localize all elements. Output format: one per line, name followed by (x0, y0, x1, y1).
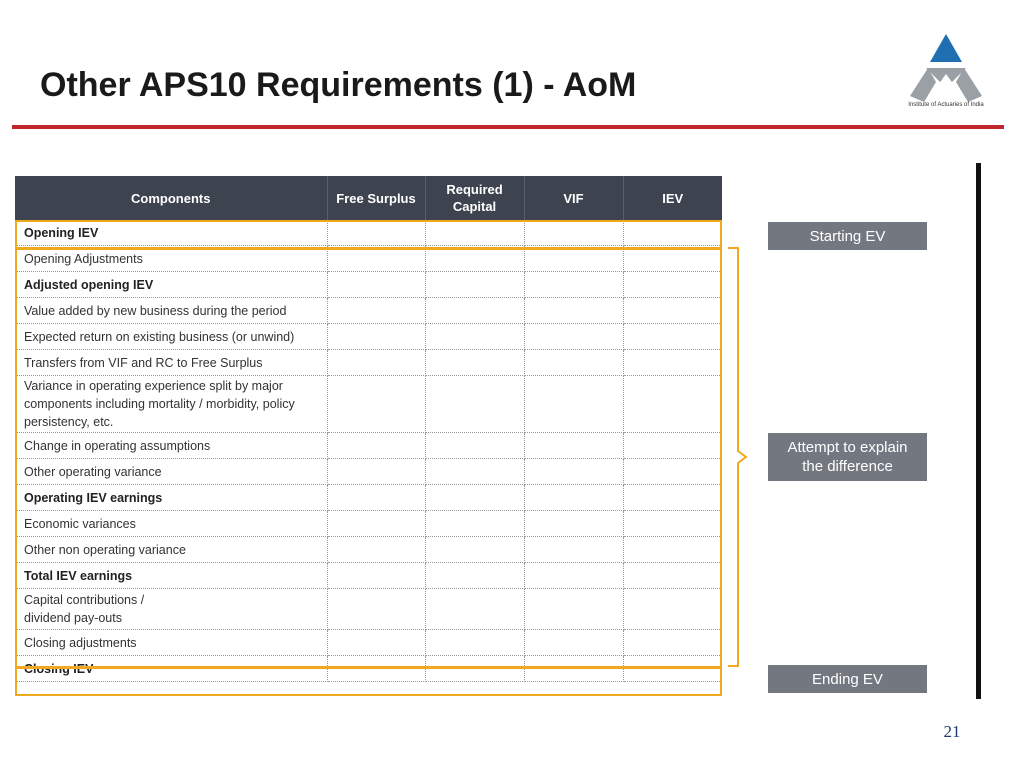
row-label: Opening IEV (15, 220, 327, 246)
row-label: Adjusted opening IEV (15, 272, 327, 298)
row-label: Variance in operating experience split by major components including mortality / morbidity, policy persistency, etc. (15, 376, 327, 433)
table-row (15, 220, 722, 246)
aom-table-container (15, 176, 722, 682)
vertical-divider (976, 163, 981, 699)
table-row (15, 589, 722, 630)
row-label: Economic variances (15, 511, 327, 537)
page-number: 21 (943, 722, 961, 741)
table-row (15, 246, 722, 272)
table-row (15, 485, 722, 511)
bracket-icon (726, 246, 748, 668)
header-required-capital: Required Capital (425, 176, 524, 220)
row-label: Total IEV earnings (15, 563, 327, 589)
table-row (15, 324, 722, 350)
slide-title: Other APS10 Requirements (1) - AoM (40, 66, 637, 104)
table-row (15, 376, 722, 433)
ending-ev-label: Ending EV (768, 665, 927, 693)
table-row (15, 630, 722, 656)
row-label: Closing adjustments (15, 630, 327, 656)
row-label: Transfers from VIF and RC to Free Surplus (15, 350, 327, 376)
row-label: Closing IEV (15, 656, 327, 682)
header-components: Components (15, 176, 327, 220)
table-header-row (15, 176, 722, 220)
row-label: Value added by new business during the period (15, 298, 327, 324)
table-row (15, 656, 722, 682)
table-row (15, 298, 722, 324)
logo-caption: Institute of Actuaries of India (908, 102, 984, 108)
row-label: Other operating variance (15, 459, 327, 485)
header-vif: VIF (524, 176, 623, 220)
table-row (15, 350, 722, 376)
row-label: Change in operating assumptions (15, 433, 327, 459)
table-row (15, 511, 722, 537)
starting-ev-label: Starting EV (768, 222, 927, 250)
title-underline (12, 125, 1004, 129)
table-row (15, 459, 722, 485)
table-row (15, 537, 722, 563)
table-row (15, 563, 722, 589)
header-iev: IEV (623, 176, 722, 220)
row-label: Other non operating variance (15, 537, 327, 563)
table-row (15, 433, 722, 459)
row-label: Expected return on existing business (or unwind) (15, 324, 327, 350)
row-label: Capital contributions / dividend pay-outs (15, 589, 327, 630)
aom-table (15, 176, 722, 682)
row-label: Operating IEV earnings (15, 485, 327, 511)
header-free-surplus: Free Surplus (327, 176, 425, 220)
row-label: Opening Adjustments (15, 246, 327, 272)
table-row (15, 272, 722, 298)
explain-difference-label: Attempt to explain the difference (768, 433, 927, 481)
institute-logo (896, 30, 996, 112)
